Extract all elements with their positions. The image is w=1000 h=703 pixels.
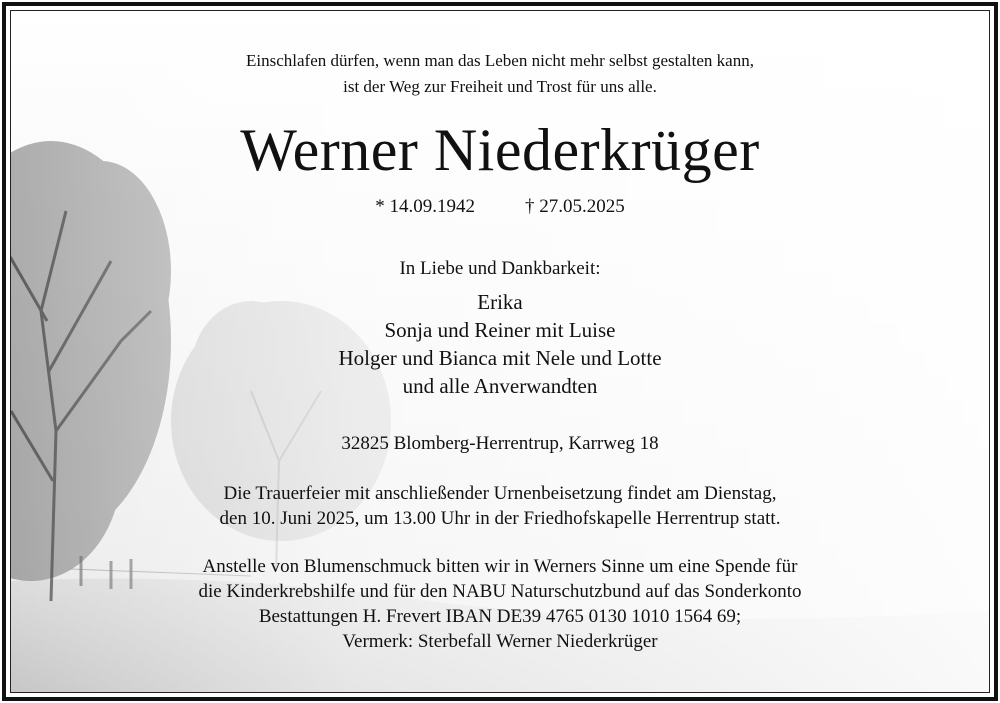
mourner-name: Sonja und Reiner mit Luise <box>384 318 616 342</box>
donation-line-1: Anstelle von Blumenschmuck bitten wir in Werners Sinne um eine Spende für <box>202 556 798 577</box>
life-dates <box>0 195 1000 219</box>
mourners-heading: In Liebe und Dankbarkeit: <box>399 258 601 279</box>
ceremony-line-2: den 10. Juni 2025, um 13.00 Uhr in der Friedhofskapelle Herrentrup statt. <box>219 508 781 529</box>
family-address: 32825 Blomberg-Herrentrup, Karrweg 18 <box>341 433 659 454</box>
mourner-name: Holger und Bianca mit Nele und Lotte <box>338 346 662 370</box>
death-date: † 27.05.2025 <box>525 196 625 217</box>
deceased-name: Werner Niederkrüger <box>240 117 760 183</box>
ceremony-line-1: Die Trauerfeier mit anschließender Urnenbeisetzung findet am Dienstag, <box>223 483 777 504</box>
donation-line-4: Vermerk: Sterbefall Werner Niederkrüger <box>342 631 658 652</box>
mourner-name: Erika <box>477 290 523 314</box>
mourner-name: und alle Anverwandten <box>402 374 598 398</box>
donation-line-3: Bestattungen H. Frevert IBAN DE39 4765 0130 1010 1564 69; <box>258 606 742 627</box>
birth-date: * 14.09.1942 <box>375 196 475 217</box>
motto-line-2: ist der Weg zur Freiheit und Trost für uns alle. <box>343 77 657 96</box>
motto-line-1: Einschlafen dürfen, wenn man das Leben nicht mehr selbst gestalten kann, <box>246 51 754 70</box>
donation-line-2: die Kinderkrebshilfe und für den NABU Naturschutzbund auf das Sonderkonto <box>198 581 802 602</box>
